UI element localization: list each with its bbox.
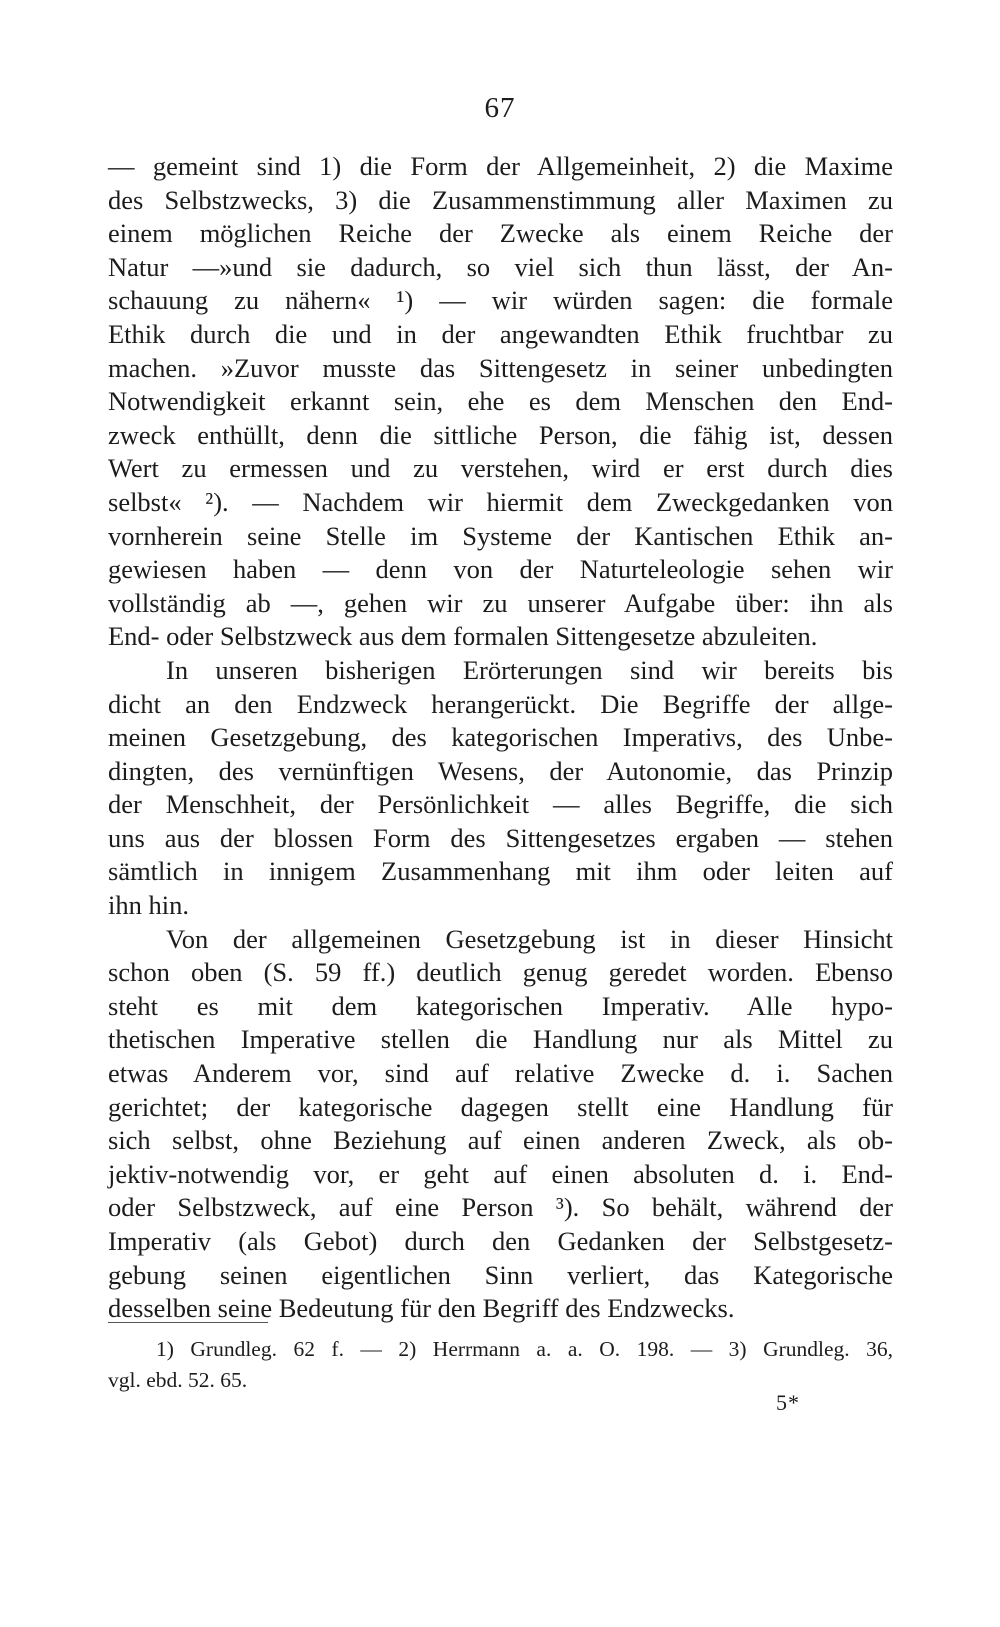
text-line: zweck enthüllt, denn die sittliche Person, die fähig ist, dessen [108,419,893,450]
footnote-line: vgl. ebd. 52. 65. [108,1368,248,1392]
main-text [108,150,893,1326]
text-line: vornherein seine Stelle im Systeme der Kantischen Ethik an- [108,520,893,551]
text-line: Notwendigkeit erkannt sein, ehe es dem Menschen den End- [108,386,893,417]
text-line: oder Selbstzweck, auf eine Person ³). So behält, während der [108,1192,893,1223]
text-line: steht es mit dem kategorischen Imperativ. Alle hypo- [108,990,893,1021]
page-number: 67 [484,92,516,124]
text-line: End- oder Selbstzweck aus dem formalen Sittengesetze abzuleiten. [108,621,818,652]
text-line: gebung seinen eigentlichen Sinn verliert, das Kategorische [108,1259,893,1290]
text-line: thetischen Imperative stellen die Handlung nur als Mittel zu [108,1024,893,1055]
text-line: selbst« ²). — Nachdem wir hiermit dem Zweckgedanken von [108,486,893,517]
signature-mark: 5* [776,1390,800,1415]
footnote-divider [108,1322,268,1323]
text-line: dicht an den Endzweck herangerückt. Die Begriffe der allge- [108,688,893,719]
text-line: vollständig ab —, gehen wir zu unserer Aufgabe über: ihn als [108,587,893,618]
text-line: — gemeint sind 1) die Form der Allgemeinheit, 2) die Maxime [108,151,893,181]
footnote-line: 1) Grundleg. 62 f. — 2) Herrmann a. a. O. 198. — 3) Grundleg. 36, [156,1337,893,1361]
text-line: machen. »Zuvor musste das Sittengesetz in seiner unbedingten [108,352,893,383]
text-line: der Menschheit, der Persönlichkeit — alles Begriffe, die sich [108,789,893,820]
text-line: Natur —»und sie dadurch, so viel sich thun lässt, der An- [108,251,893,282]
text-line: desselben seine Bedeutung für den Begriff des Endzwecks. [108,1293,735,1324]
footnotes [108,1334,893,1396]
text-line: sämtlich in innigem Zusammenhang mit ihm oder leiten auf [108,856,893,887]
text-line: jektiv-notwendig vor, er geht auf einen absoluten d. i. End- [108,1158,893,1189]
text-line: gewiesen haben — denn von der Naturteleologie sehen wir [108,554,893,585]
text-line: einem möglichen Reiche der Zwecke als einem Reiche der [108,218,893,249]
text-line: des Selbstzwecks, 3) die Zusammenstimmung aller Maximen zu [108,184,893,215]
text-line: ihn hin. [108,890,189,921]
text-line: meinen Gesetzgebung, des kategorischen Imperativs, des Unbe- [108,722,893,753]
text-line: Imperativ (als Gebot) durch den Gedanken der Selbstgesetz- [108,1226,893,1256]
text-line: Wert zu ermessen und zu verstehen, wird er erst durch dies [108,453,893,484]
text-line: Von der allgemeinen Gesetzgebung ist in dieser Hinsicht [166,923,893,954]
text-line: uns aus der blossen Form des Sittengesetzes ergaben — stehen [108,822,893,853]
text-line: dingten, des vernünftigen Wesens, der Autonomie, das Prinzip [108,755,893,786]
text-line: schauung zu nähern« ¹) — wir würden sagen: die formale [108,285,893,316]
text-line: etwas Anderem vor, sind auf relative Zwecke d. i. Sachen [108,1058,893,1089]
text-line: gerichtet; der kategorische dagegen stellt eine Handlung für [108,1091,893,1122]
text-line: schon oben (S. 59 ff.) deutlich genug geredet worden. Ebenso [108,957,893,988]
text-line: sich selbst, ohne Beziehung auf einen anderen Zweck, als ob- [108,1125,893,1156]
text-line: Ethik durch die und in der angewandten Ethik fruchtbar zu [108,318,893,349]
text-line: In unseren bisherigen Erörterungen sind wir bereits bis [166,654,893,685]
